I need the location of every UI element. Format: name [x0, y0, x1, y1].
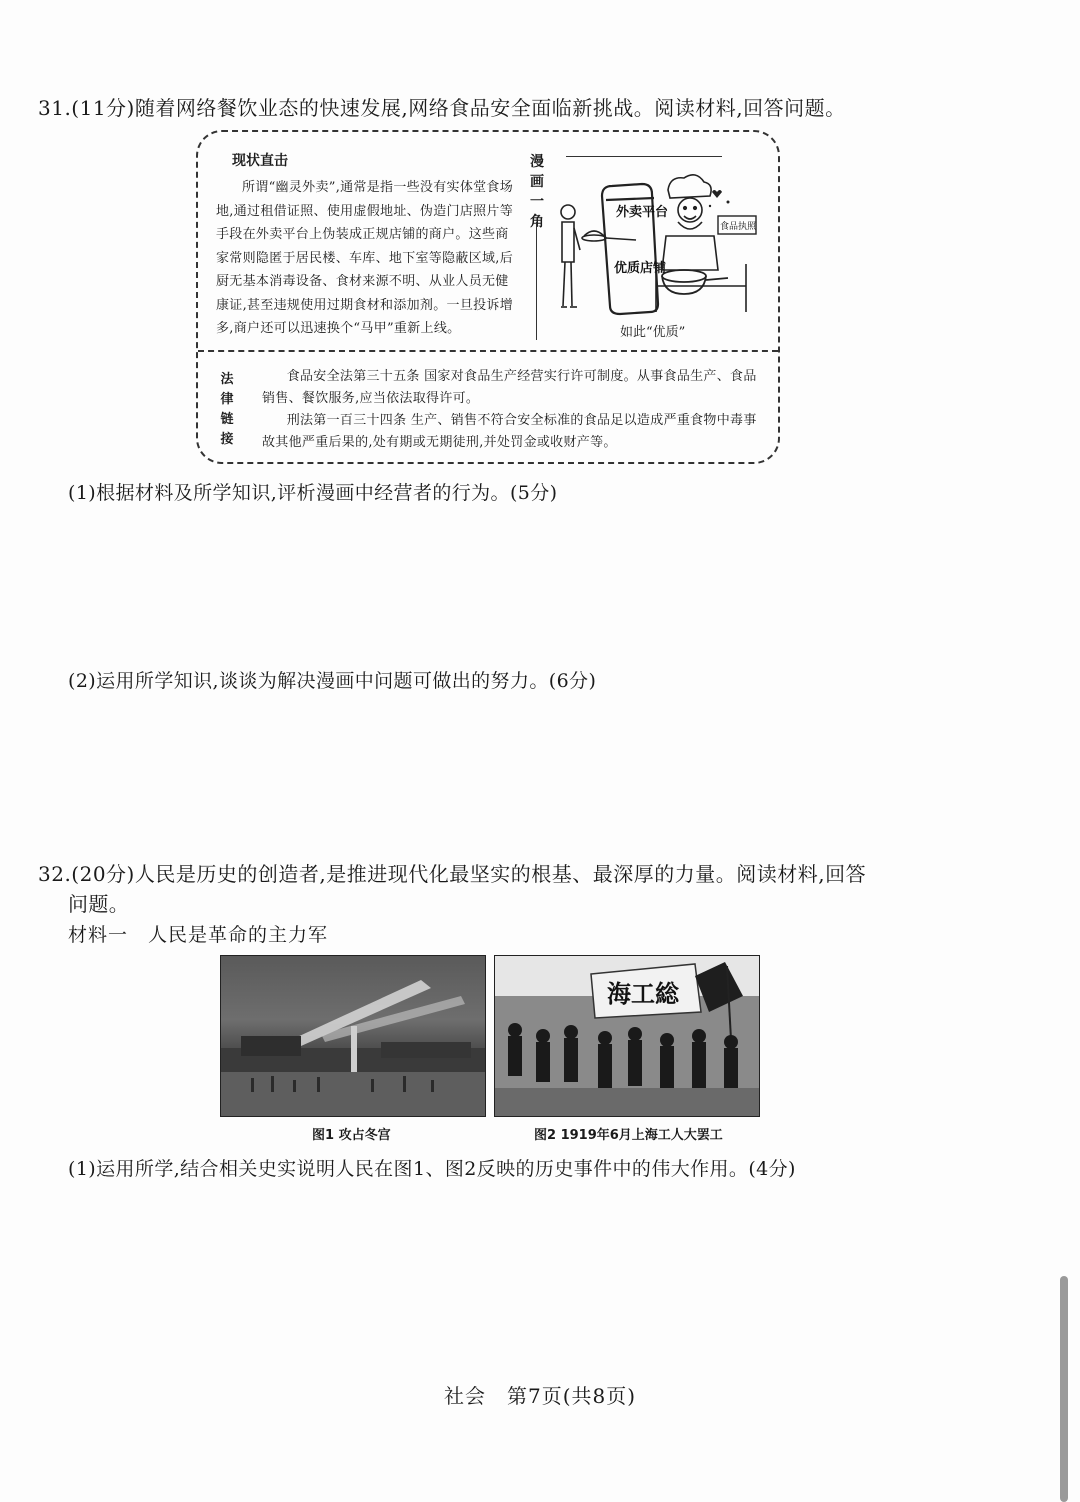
license-sign	[718, 216, 757, 234]
strike-banner-text: 海工総	[607, 979, 679, 1008]
svg-text:食品执照: 食品执照	[720, 222, 757, 232]
comic-divider	[536, 222, 537, 340]
question-32-title: 32.(20分)人民是历史的创造者,是推进现代化最坚实的根基、最深厚的力量。阅读材料,回答	[38, 862, 867, 886]
figure-2-caption: 图2 1919年6月上海工人大罢工	[534, 1128, 723, 1143]
law-label: 法律链接	[220, 372, 234, 447]
material-box	[196, 130, 780, 464]
figure-1-caption: 图1 攻占冬宫	[312, 1128, 391, 1143]
comic-caption: 如此“优质”	[620, 325, 686, 340]
comic-title-line	[566, 156, 722, 157]
shop-text: 优质店铺	[614, 261, 667, 276]
question-32-sub-1: (1)运用所学,结合相关史实说明人民在图1、图2反映的历史事件中的伟大作用。(4分)	[68, 1158, 796, 1180]
question-31-title: 31.(11分)随着网络餐饮业态的快速发展,网络食品安全面临新挑战。阅读材料,回答问题。	[38, 96, 846, 120]
box-divider	[198, 350, 778, 352]
question-31-sub-1: (1)根据材料及所学知识,评析漫画中经营者的行为。(5分)	[68, 482, 558, 504]
law-article-2: 刑法第一百三十四条 生产、销售不符合安全标准的食品足以造成严重食物中毒事故其他严重后果的,处有期或无期徒刑,并处罚金或收财产等。	[262, 413, 757, 450]
status-title: 现状直击	[232, 153, 288, 169]
figure-2-image	[494, 955, 760, 1117]
cook-figure	[662, 175, 718, 270]
comic-label: 漫画一角	[530, 154, 544, 230]
material-1-heading: 材料一 人民是革命的主力军	[68, 924, 329, 946]
page-footer: 社会 第7页(共8页)	[443, 1384, 637, 1408]
question-32-title-cont: 问题。	[68, 892, 130, 916]
comic-illustration	[550, 166, 762, 316]
comic-drawing	[550, 166, 762, 316]
heart-icon	[709, 190, 730, 207]
law-text	[262, 366, 762, 454]
customer-figure	[561, 205, 580, 307]
phone-text: 外卖平台	[616, 205, 669, 220]
status-text: 所谓“幽灵外卖”,通常是指一些没有实体堂食场地,通过租借证照、使用虚假地址、伪造门店照片等手段在外卖平台上伪装成正规店铺的商户。这些商家常则隐匿于居民楼、车库、地下室等隐蔽区域,后厨无基本消毒设备、食材来源不明、从业人员无健康证,甚至违规使用过期食材和添加剂。一旦投诉增多,商户还可以迅速换个“马甲”重新上线。	[216, 180, 514, 336]
food-tray-icon	[582, 231, 636, 241]
law-article-1: 食品安全法第三十五条 国家对食品生产经营实行许可制度。从事食品生产、食品销售、餐饮服务,应当依法取得许可。	[262, 369, 757, 406]
question-31-sub-2: (2)运用所学知识,谈谈为解决漫画中问题可做出的努力。(6分)	[68, 670, 597, 692]
phone-icon	[602, 184, 658, 314]
scrollbar-thumb[interactable]	[1060, 1276, 1068, 1502]
pot-icon	[662, 270, 728, 294]
figure-1-image	[220, 955, 486, 1117]
